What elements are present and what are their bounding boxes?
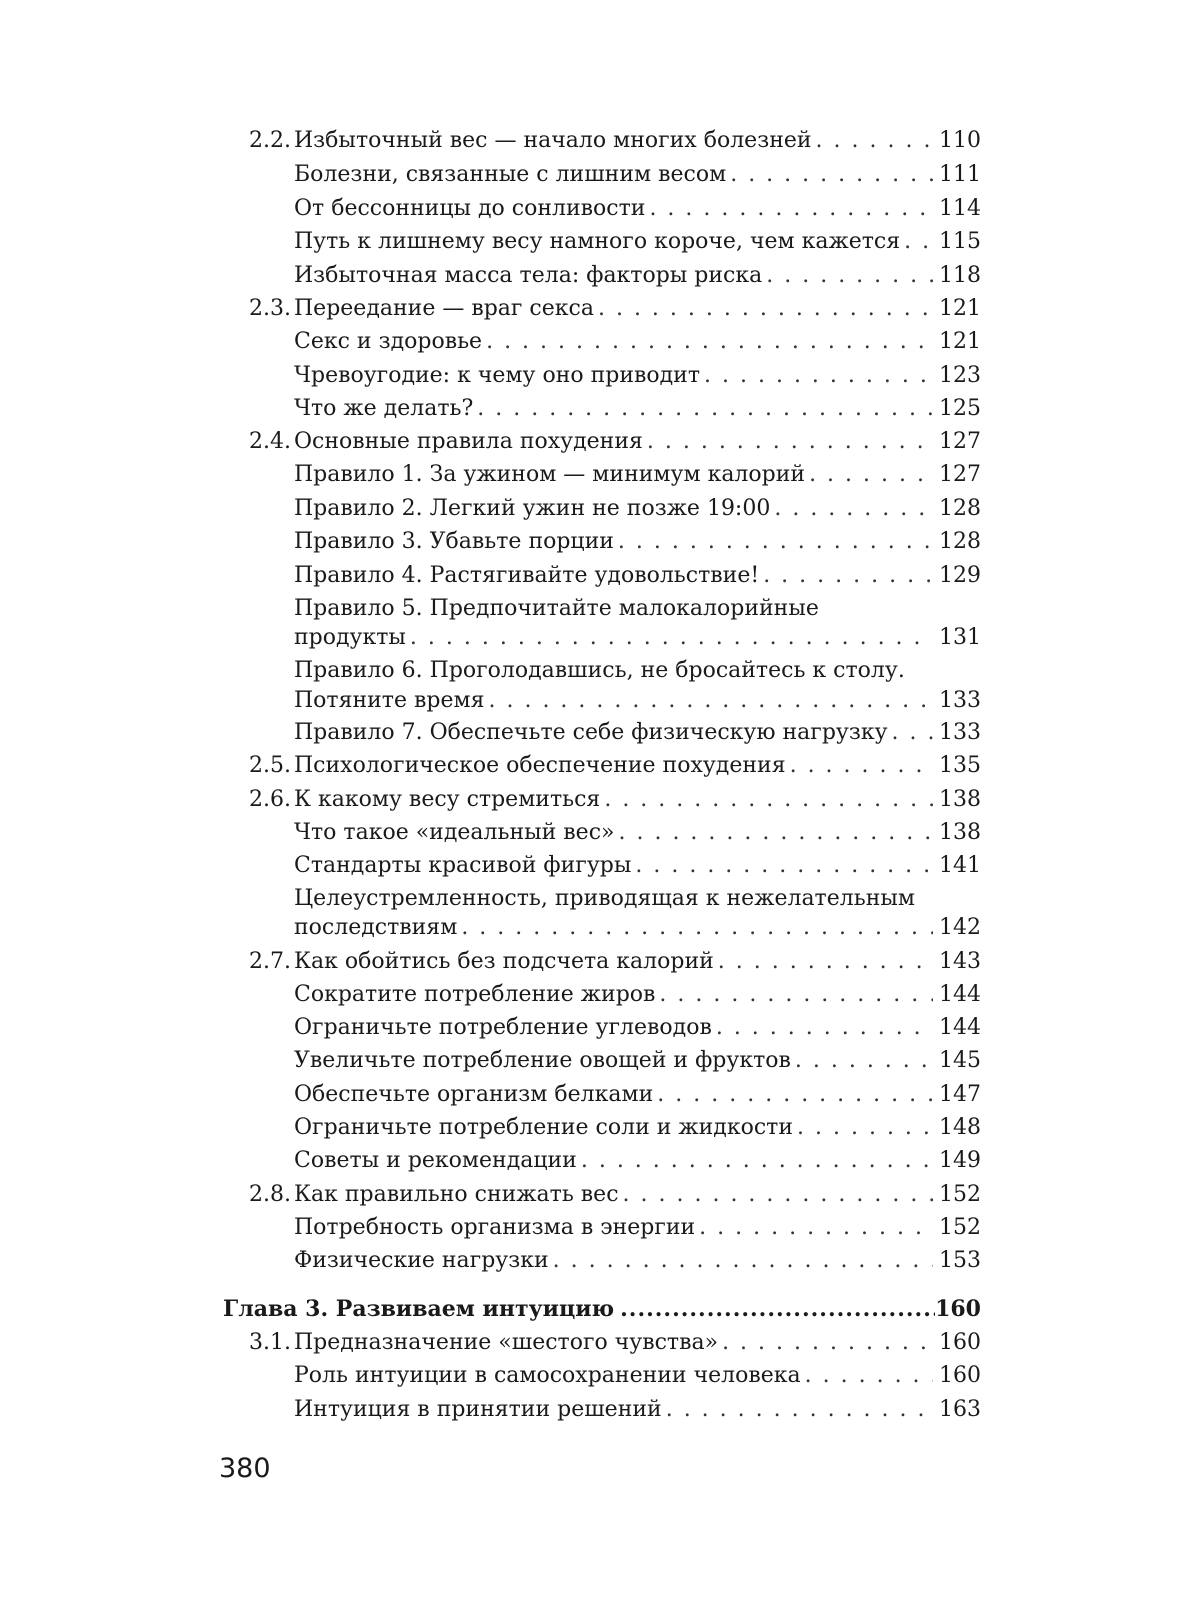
toc-title: Как правильно снижать вес bbox=[294, 1182, 619, 1207]
toc-line bbox=[294, 158, 981, 192]
toc-subsection-entry bbox=[0, 1244, 1200, 1278]
toc-line bbox=[294, 492, 981, 526]
toc-section-number: 2.7. bbox=[249, 949, 291, 974]
toc-subsection-entry bbox=[0, 559, 1200, 593]
toc-page-number: 133 bbox=[939, 720, 981, 745]
toc-subsection-entry bbox=[0, 978, 1200, 1012]
toc-subsection-entry bbox=[0, 1011, 1200, 1045]
dot-leader bbox=[620, 1292, 935, 1326]
dot-leader bbox=[657, 1078, 933, 1112]
toc-page-number: 142 bbox=[939, 915, 981, 940]
toc-page-number: 121 bbox=[939, 329, 981, 354]
toc-subsection-entry bbox=[0, 684, 1200, 718]
toc-subsection-entry bbox=[0, 1393, 1200, 1427]
dot-leader bbox=[647, 425, 933, 459]
toc-line bbox=[294, 684, 981, 718]
toc-title: Стандарты красивой фигуры bbox=[294, 853, 632, 878]
toc-line bbox=[294, 816, 981, 850]
toc-subsection-entry bbox=[0, 259, 1200, 293]
toc-section-number: 2.5. bbox=[249, 753, 291, 778]
toc-section-number: 2.6. bbox=[249, 787, 291, 812]
toc-line bbox=[294, 292, 981, 326]
toc-page-number: 114 bbox=[939, 196, 981, 221]
toc-subsection-entry bbox=[0, 716, 1200, 750]
dot-leader bbox=[816, 124, 933, 158]
toc-section-number: 3.1. bbox=[249, 1330, 291, 1355]
toc-section-number: 2.8. bbox=[249, 1182, 291, 1207]
toc-title: Ограничьте потребление соли и жидкости bbox=[294, 1115, 794, 1140]
toc-title: Психологическое обеспечение похудения bbox=[294, 753, 786, 778]
toc-page-number: 115 bbox=[939, 229, 981, 254]
toc-page-number: 128 bbox=[939, 496, 981, 521]
toc-title: Основные правила похудения bbox=[294, 429, 643, 454]
dot-leader bbox=[623, 1178, 933, 1212]
dot-leader bbox=[797, 1111, 933, 1145]
dot-leader bbox=[649, 192, 933, 226]
toc-page-number: 145 bbox=[939, 1048, 981, 1073]
dot-leader bbox=[766, 259, 933, 293]
dot-leader bbox=[718, 945, 933, 979]
toc-title: Обеспечьте организм белками bbox=[294, 1082, 654, 1107]
toc-page-number: 141 bbox=[939, 853, 981, 878]
toc-section-entry bbox=[0, 124, 1200, 158]
toc-title: Путь к лишнему весу намного короче, чем кажется bbox=[294, 229, 901, 254]
toc-line bbox=[294, 1326, 981, 1360]
toc-subsection-entry bbox=[0, 158, 1200, 192]
toc-section-number: 2.2. bbox=[249, 128, 291, 153]
toc-subsection-entry bbox=[0, 1144, 1200, 1178]
toc-page-number: 123 bbox=[939, 363, 981, 388]
toc-title: Увеличьте потребление овощей и фруктов bbox=[294, 1048, 791, 1073]
toc-line bbox=[294, 621, 981, 655]
toc-subsection-entry bbox=[0, 359, 1200, 393]
toc-subsection-entry bbox=[0, 492, 1200, 526]
toc-subsection-entry bbox=[0, 458, 1200, 492]
toc-page-number: 127 bbox=[939, 462, 981, 487]
toc-title: Правило 7. Обеспечьте себе физическую нагрузку bbox=[294, 720, 888, 745]
toc-section-entry bbox=[0, 945, 1200, 979]
dot-leader bbox=[809, 458, 933, 492]
dot-leader bbox=[763, 559, 933, 593]
toc-section-number: 2.3. bbox=[249, 296, 291, 321]
toc-chapter-heading bbox=[0, 1292, 1200, 1326]
toc-line bbox=[294, 654, 905, 688]
toc-subsection-entry bbox=[0, 621, 1200, 655]
toc-page-number: 110 bbox=[939, 128, 981, 153]
toc-title: последствиям bbox=[294, 915, 458, 940]
toc-title: Правило 3. Убавьте порции bbox=[294, 529, 614, 554]
toc-title: Правило 6. Проголодавшись, не бросайтесь к столу. bbox=[294, 658, 905, 683]
toc-title: К какому весу стремиться bbox=[294, 787, 601, 812]
toc-page-number: 125 bbox=[939, 396, 981, 421]
toc-line bbox=[294, 525, 981, 559]
toc-title: Переедание — враг секса bbox=[294, 296, 594, 321]
dot-leader bbox=[704, 359, 933, 393]
toc-title: продукты bbox=[294, 625, 406, 650]
toc-title: Как обойтись без подсчета калорий bbox=[294, 949, 714, 974]
toc-title: Болезни, связанные с лишним весом bbox=[294, 162, 727, 187]
toc-line bbox=[294, 1011, 981, 1045]
toc-title: Целеустремленность, приводящая к нежелательным bbox=[294, 886, 915, 911]
toc-title: Правило 5. Предпочитайте малокалорийные bbox=[294, 596, 819, 621]
toc-line bbox=[294, 1244, 981, 1278]
toc-section-number: 2.4. bbox=[249, 429, 291, 454]
toc-line bbox=[294, 325, 981, 359]
toc-page-number: 143 bbox=[939, 949, 981, 974]
toc-subsection-entry bbox=[0, 849, 1200, 883]
toc-page-number: 152 bbox=[939, 1182, 981, 1207]
toc-line bbox=[294, 1044, 981, 1078]
page-number: 380 bbox=[219, 1453, 271, 1484]
toc-title: Физические нагрузки bbox=[294, 1248, 549, 1273]
toc-page-number: 147 bbox=[939, 1082, 981, 1107]
toc-subsection-entry bbox=[0, 911, 1200, 945]
toc-page-number: 138 bbox=[939, 787, 981, 812]
dot-leader bbox=[410, 621, 933, 655]
toc-page-number: 153 bbox=[939, 1248, 981, 1273]
dot-leader bbox=[618, 816, 933, 850]
toc-line bbox=[294, 749, 981, 783]
toc-line bbox=[294, 359, 981, 393]
toc-page-number: 118 bbox=[939, 263, 981, 288]
toc-page-number: 128 bbox=[939, 529, 981, 554]
dot-leader bbox=[892, 716, 933, 750]
toc-subsection-entry bbox=[0, 1211, 1200, 1245]
toc-line bbox=[294, 978, 981, 1012]
toc-entry-continued-line bbox=[0, 654, 1200, 688]
dot-leader bbox=[666, 1393, 933, 1427]
toc-line bbox=[294, 259, 981, 293]
toc-line bbox=[294, 425, 981, 459]
toc-title: Потяните время bbox=[294, 688, 485, 713]
toc-line bbox=[294, 1359, 981, 1393]
toc-page-number: 131 bbox=[939, 625, 981, 650]
toc-line bbox=[294, 1178, 981, 1212]
toc-title: Избыточная масса тела: факторы риска bbox=[294, 263, 763, 288]
dot-leader bbox=[486, 325, 933, 359]
toc-page-number: 160 bbox=[939, 1330, 981, 1355]
dot-leader bbox=[790, 749, 933, 783]
toc-title: Правило 2. Легкий ужин не позже 19:00 bbox=[294, 496, 771, 521]
toc-title: Роль интуиции в самосохранении человека bbox=[294, 1363, 801, 1388]
toc-line bbox=[294, 1393, 981, 1427]
toc-page-number: 129 bbox=[939, 563, 981, 588]
dot-leader bbox=[904, 225, 933, 259]
toc-line bbox=[294, 783, 981, 817]
toc-subsection-entry bbox=[0, 816, 1200, 850]
dot-leader bbox=[488, 684, 933, 718]
dot-leader bbox=[598, 292, 933, 326]
dot-leader bbox=[722, 1326, 933, 1360]
toc-page-number: 148 bbox=[939, 1115, 981, 1140]
toc-line bbox=[294, 192, 981, 226]
toc-title: От бессонницы до сонливости bbox=[294, 196, 646, 221]
toc-subsection-entry bbox=[0, 225, 1200, 259]
dot-leader bbox=[618, 525, 933, 559]
dot-leader bbox=[699, 1211, 933, 1245]
toc-line bbox=[294, 911, 981, 945]
toc-page-number: 111 bbox=[939, 162, 981, 187]
toc-title: Глава 3. Развиваем интуицию bbox=[223, 1296, 615, 1322]
toc-title: Интуиция в принятии решений bbox=[294, 1397, 662, 1422]
toc-page-number: 133 bbox=[939, 688, 981, 713]
dot-leader bbox=[553, 1244, 933, 1278]
toc-section-entry bbox=[0, 1178, 1200, 1212]
toc-line bbox=[294, 945, 981, 979]
toc-subsection-entry bbox=[0, 325, 1200, 359]
dot-leader bbox=[461, 911, 933, 945]
toc-title: Потребность организма в энергии bbox=[294, 1215, 696, 1240]
toc-subsection-entry bbox=[0, 192, 1200, 226]
toc-subsection-entry bbox=[0, 1078, 1200, 1112]
toc-section-entry bbox=[0, 292, 1200, 326]
toc-page-number: 163 bbox=[939, 1397, 981, 1422]
dot-leader bbox=[730, 158, 933, 192]
toc-line bbox=[294, 1211, 981, 1245]
toc-title: Правило 1. За ужином — минимум калорий bbox=[294, 462, 806, 487]
toc-title: Ограничьте потребление углеводов bbox=[294, 1015, 712, 1040]
toc-section-entry bbox=[0, 749, 1200, 783]
dot-leader bbox=[604, 783, 933, 817]
dot-leader bbox=[659, 978, 933, 1012]
toc-line bbox=[294, 1144, 981, 1178]
toc-page-number: 144 bbox=[939, 982, 981, 1007]
toc-line bbox=[294, 849, 981, 883]
toc-title: Предназначение «шестого чувства» bbox=[294, 1330, 719, 1355]
toc-page-number: 152 bbox=[939, 1215, 981, 1240]
dot-leader bbox=[477, 392, 933, 426]
toc-line bbox=[223, 1292, 981, 1326]
toc-line bbox=[294, 458, 981, 492]
toc-page-number: 160 bbox=[935, 1296, 981, 1322]
toc-section-entry bbox=[0, 1326, 1200, 1360]
toc-title: Сократите потребление жиров bbox=[294, 982, 656, 1007]
toc-line bbox=[294, 1078, 981, 1112]
dot-leader bbox=[774, 492, 933, 526]
toc-title: Секс и здоровье bbox=[294, 329, 483, 354]
toc-section-entry bbox=[0, 783, 1200, 817]
toc-subsection-entry bbox=[0, 1044, 1200, 1078]
toc-page-number: 149 bbox=[939, 1148, 981, 1173]
toc-title: Что же делать? bbox=[294, 396, 474, 421]
toc-title: Советы и рекомендации bbox=[294, 1148, 577, 1173]
toc-line bbox=[294, 392, 981, 426]
toc-line bbox=[294, 559, 981, 593]
dot-leader bbox=[581, 1144, 933, 1178]
dot-leader bbox=[716, 1011, 933, 1045]
dot-leader bbox=[805, 1359, 933, 1393]
toc-line bbox=[294, 1111, 981, 1145]
toc-title: Избыточный вес — начало многих болезней bbox=[294, 128, 812, 153]
toc-page-number: 121 bbox=[939, 296, 981, 321]
toc-line bbox=[294, 124, 981, 158]
toc-section-entry bbox=[0, 425, 1200, 459]
toc-page-number: 138 bbox=[939, 820, 981, 845]
toc-line bbox=[294, 716, 981, 750]
toc-line bbox=[294, 225, 981, 259]
toc-subsection-entry bbox=[0, 392, 1200, 426]
toc-subsection-entry bbox=[0, 525, 1200, 559]
toc-title: Правило 4. Растягивайте удовольствие! bbox=[294, 563, 760, 588]
toc-page-number: 144 bbox=[939, 1015, 981, 1040]
toc-page-number: 135 bbox=[939, 753, 981, 778]
toc-subsection-entry bbox=[0, 1359, 1200, 1393]
dot-leader bbox=[635, 849, 933, 883]
toc-page-number: 127 bbox=[939, 429, 981, 454]
toc-title: Что такое «идеальный вес» bbox=[294, 820, 615, 845]
toc-subsection-entry bbox=[0, 1111, 1200, 1145]
toc-title: Чревоугодие: к чему оно приводит bbox=[294, 363, 701, 388]
toc-page-number: 160 bbox=[939, 1363, 981, 1388]
dot-leader bbox=[795, 1044, 933, 1078]
